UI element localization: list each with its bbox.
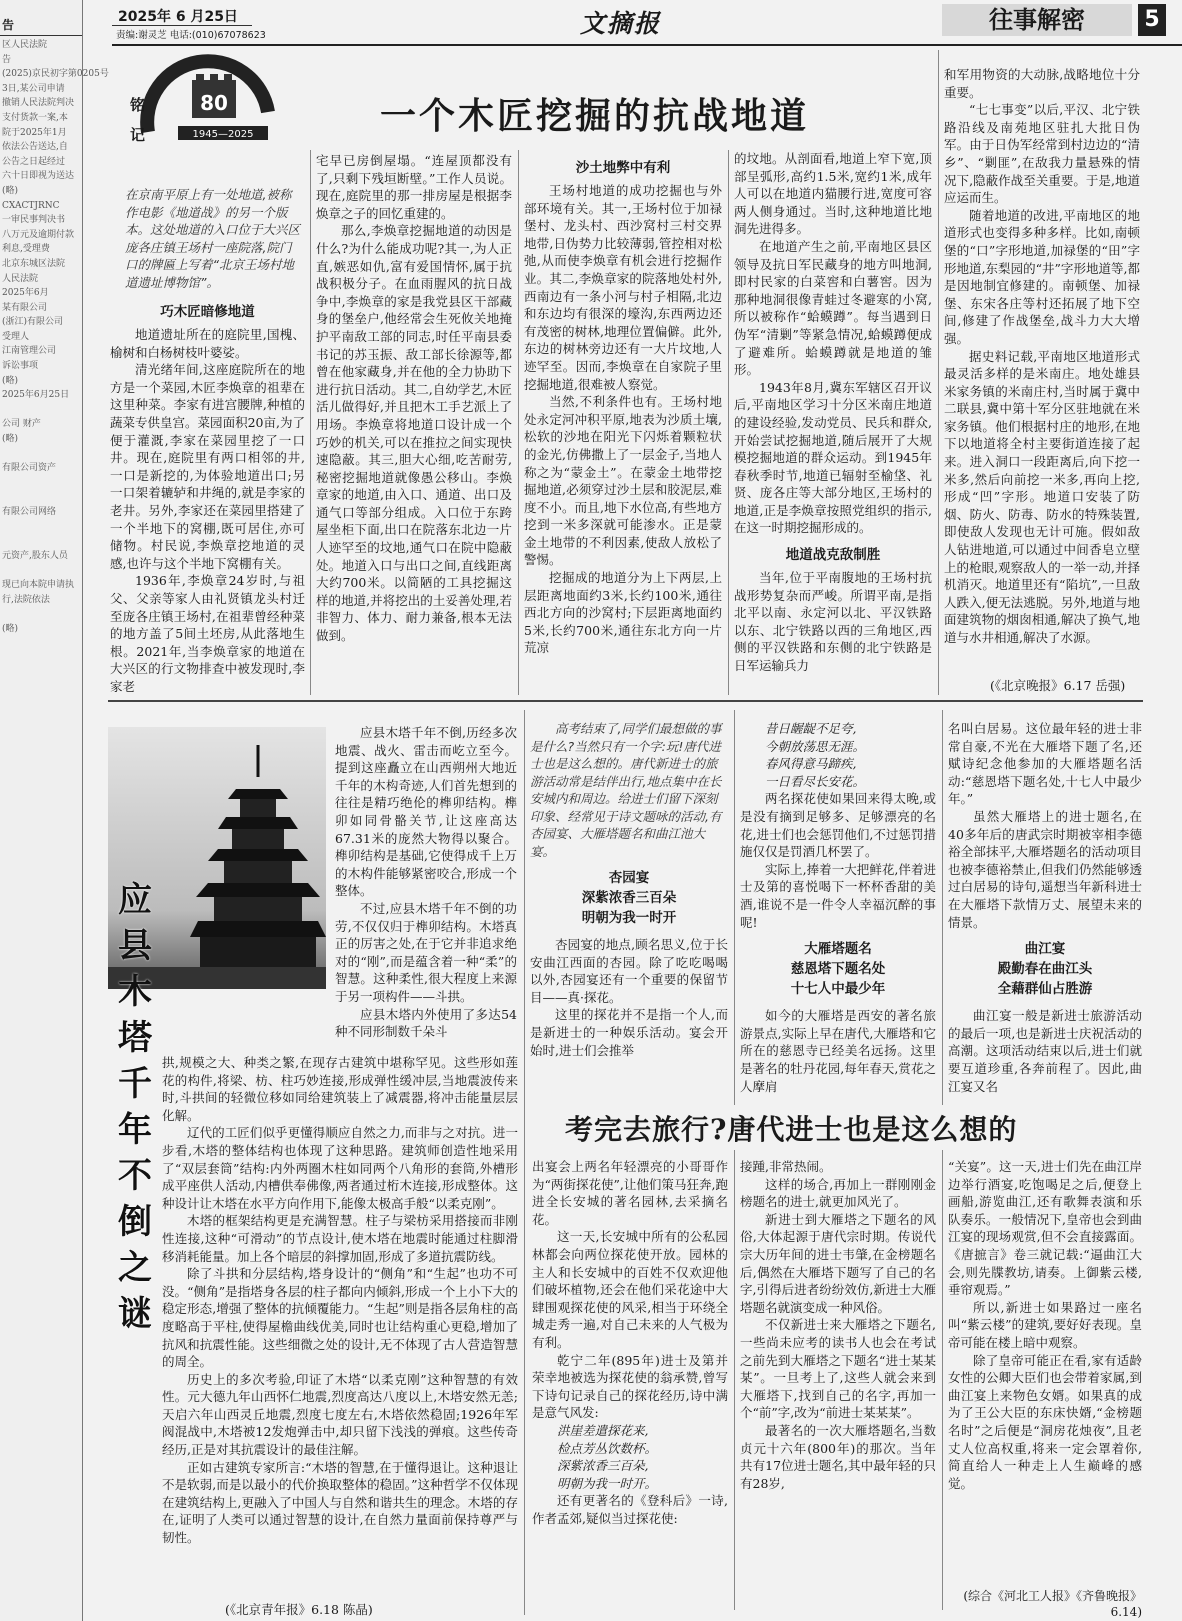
paragraph: 正如古建筑专家所言:“木塔的智慧,在于懂得退让。这种退让不是软弱,而是以最小的代价换取整体的稳固。”这种哲学不仅体现在建筑结构上,更融入了中国人与自然和谐共生的理念。木塔的存在,证明了人类可以通过智慧的设计,在自然力量面前保持尊严与韧性。	[162, 1459, 518, 1546]
poem-line: 春风得意马蹄疾,	[765, 756, 857, 772]
paragraph: 历史上的多次考验,印证了木塔“以柔克刚”这种智慧的有效性。元大德九年山西怀仁地震,烈度高达八度以上,木塔安然无恙;天启六年山西灵丘地震,烈度七度左右,木塔依然稳固;1926年军阀混战中,木塔被12发炮弹击中,却只留下浅浅的弹痕。这些传奇经历,正是对其抗震设计的最佳注解。	[162, 1371, 518, 1458]
adjacent-page-line: (略)	[2, 185, 19, 196]
paragraph: 那么,李焕章挖掘地道的动因是什么?为什么能成功呢?其一,为人正直,嫉恶如仇,富有爱国情怀,属于抗战积极分子。在血雨腥风的抗日战争中,李焕章的家是我党县区干部藏身的堡垒户,他经常会生死攸关地掩护平南敌工部的同志,时任平南县委书记的苏玉振、敌工部长徐源等,都曾在他家藏身,并在他的全力协助下进行抗日活动。其二,自幼学艺,木匠活儿做得好,并且把木工手艺派上了用场。李焕章将地道口设计成一个巧妙的机关,可以在推拉之间实现快速隐蔽。其三,胆大心细,吃苦耐劳,秘密挖掘地道就像愚公移山。李焕章家的地道,由入口、通道、出口及通气口等部分组成。入口位于东跨屋坐柜下面,出口在院落东北边一片人迹罕至的坟地,通气口在院中隐蔽处。地道入口与出口之间,直线距离大约700米。以简陋的工具挖掘这样的地道,并将挖出的土妥善处理,若非智力、体力、耐力兼备,根本无法做到。	[316, 223, 512, 644]
adjacent-page-line: 行,法院依法	[2, 594, 50, 605]
paragraph: 所以,新进士如果路过一座名叫“紫云楼”的建筑,要好好表现。皇帝可能在楼上暗中观察。	[948, 1299, 1142, 1350]
adjacent-page-line: 告	[2, 54, 12, 65]
adjacent-page-line: 现已向本院申请执	[2, 579, 75, 590]
vertical-title: 应县木塔千年不倒之谜	[118, 880, 152, 1334]
article1-subhead-2: 沙土地弊中有利	[575, 160, 671, 176]
poem-line: 明朝为我一时开。	[557, 1475, 658, 1491]
adjacent-page-line	[2, 447, 80, 462]
paragraph: 不仅新进士来大雁塔之下题名,一些尚未应考的读书人也会在考试之前先到大雁塔之下题名“进士某某某”。一旦考上了,这些人就会来到大雁塔下,找到自己的名字,再加一个“前”字,改为“前进士某某某”。	[740, 1317, 936, 1421]
paragraph: 除了斗拱和分层结构,塔身设计的“侧角”和“生起”也功不可没。“侧角”是指塔身各层的柱子都向内倾斜,形成一个上小下大的稳定形态,增强了整体的抗倾覆能力。“生起”则是指各层角柱的高度略高于平柱,使得屋檐曲线优美,同时也让结构重心更稳,增加了抗风和抗震性能。这些细微之处的设计,无不体现了古人营造智慧的周全。	[162, 1266, 518, 1370]
adjacent-page-text	[0, 36, 109, 682]
paragraph: 最著名的一次大雁塔题名,当数贞元十六年(800年)的那次。当年共有17位进士题名,其中最年轻的只有28岁,	[740, 1422, 936, 1491]
adjacent-page-line: 江南管理公司	[2, 346, 57, 357]
adjacent-page-line: 利息,受理费	[2, 244, 50, 255]
paragraph: 应县木塔内外使用了多达54种不同形制数千朵斗	[335, 1006, 517, 1040]
adjacent-page-line: 支付货款一案,本	[2, 112, 68, 123]
qujiang-banquet-heading: 曲江宴 殿勤春在曲江头 全藉群仙占胜游	[997, 941, 1093, 998]
apricot-garden-heading: 杏园宴 深紫浓香三百朵 明朝为我一时开	[581, 870, 677, 926]
adjacent-page-strip	[0, 0, 109, 1621]
adjacent-page-line	[2, 534, 80, 549]
paragraph: 宅早已房倒屋塌。“连屋顶都没有了,只剩下残垣断壁。”工作人员说。现在,庭院里的那一排房屋是根据李焕章之子的回忆重建的。	[316, 153, 512, 221]
masthead	[112, 4, 1182, 44]
paragraph: 的坟地。从剖面看,地道上窄下宽,顶部呈弧形,高约1.5米,宽约1米,成年人可以在地道内猫腰行进,宽度可容两人侧身通过。当时,这种地道比地洞先进得多。	[734, 151, 932, 237]
logo-number: 80	[200, 91, 228, 115]
adjacent-page-line: 院于2025年1月	[2, 127, 67, 138]
poem-line: 一日看尽长安花。	[765, 773, 866, 789]
adjacent-page-line: 北京东城区法院	[2, 258, 66, 269]
adjacent-page-line: 区人民法院	[2, 40, 48, 50]
article3-lede: 高考结束了,同学们最想做的事是什么?当然只有一个字:玩!唐代进士也是这么想的。唐代新进士的旅游活动常是结伴出行,地点集中在长安城内和周边。给进士们留下深刻印象、经常见于诗文题咏的活动,有杏园宴、大雁塔题名和曲江池大宴。	[530, 721, 722, 859]
article3-col3	[948, 720, 1142, 1105]
adjacent-page-line	[2, 490, 80, 505]
paragraph: 地道遗址所在的庭院里,国槐、榆树和白杨树枝叶婆娑。	[110, 327, 305, 360]
paragraph: 随着地道的改进,平南地区的地道形式也变得多种多样。比如,南顿堡的“口”字形地道,加禄堡的“田”字形地道,东梨园的“井”字形地道等,都是因地制宜修建的。南顿堡、加禄堡、东宋各庄等村还拓展了地下空间,修建了作战堡垒,战斗力大大增强。	[944, 207, 1140, 346]
article1-lede: 在京南平原上有一处地道,被称作电影《地道战》的另一个版本。这处地道的入口位于大兴区庞各庄镇王场村一座院落,院门口的牌匾上写着“北京王场村地道遗址博物馆”。	[125, 187, 301, 290]
logo-label: 铭记	[130, 96, 146, 144]
article2-source: (《北京青年报》6.18 陈晶)	[225, 1602, 373, 1617]
poem-wengchengzan	[532, 1422, 728, 1492]
paragraph: 乾宁二年(895年)进士及第并荣幸地被选为探花使的翁承赞,曾写下诗句记录自己的探花经历,诗中满是意气风发:	[532, 1352, 728, 1421]
paragraph: 实际上,捧着一大把鲜花,伴着进士及第的喜悦喝下一杯杯香甜的美酒,谁说不是一件令人幸福沉醉的事呢!	[740, 861, 936, 930]
paragraph: 虽然大雁塔上的进士题名,在40多年后的唐武宗时期被宰相李德裕全部抹平,大雁塔题名的活动项目也被李德裕禁止,但我们仍然能够透过白居易的诗句,遥想当年新科进士在大雁塔下款情万丈、展望未来的情景。	[948, 808, 1142, 930]
paragraph: 1943年8月,冀东军辖区召开议后,平南地区学习十分区米南庄地道的建设经验,发动党员、民兵和群众,开始尝试挖掘地道,随后展开了大规模挖掘地道的群众运动。到1945年春秋季时节,地道已辐射至榆垡、礼贤、庞各庄等大部分地区,王场村的地道,正是李焕章按照党组织的指示,在这一时期挖掘形成的。	[734, 379, 932, 536]
article1-col5	[944, 66, 1140, 676]
adjacent-page-line	[2, 607, 80, 622]
paragraph: 挖掘成的地道分为上下两层,上层距离地面约3米,长约100米,通往西北方向的沙窝村;下层距离地面约5米,长约700米,通往东北方向一片荒凉	[524, 570, 722, 656]
adjacent-page-line: 2025年6月25日	[2, 390, 70, 401]
paragraph: “七七事变”以后,平汉、北宁铁路沿线及南苑地区驻扎大批日伪军。由于日伪军经常到村边边的“清乡”、“剿匪”,在敌我力量悬殊的情况下,隐蔽作战至关重要。于是,地道应运而生。	[944, 102, 1140, 206]
poem-line: 检点芳丛饮数杯。	[557, 1440, 658, 1456]
section-title: 往事解密	[942, 4, 1132, 36]
adjacent-page-line	[2, 403, 80, 418]
section-divider	[108, 700, 1143, 702]
adjacent-page-line: (略)	[2, 375, 19, 386]
adjacent-page-line	[2, 476, 80, 491]
adjacent-page-line: CXACTJRNC	[2, 200, 60, 211]
adjacent-page-line: (略)	[2, 434, 19, 445]
adjacent-page-line: 六十日即视为送达	[2, 171, 75, 182]
paragraph: 据史料记载,平南地区地道形式最灵活多样的是米南庄。地处雄县米家务镇的米南庄村,当时属于冀中二联县,冀中第十军分区驻地就在米家务镇。他们根据村庄的地形,在地下以地道将全村主要街道连接了起来。进入洞口一段距离后,向下挖一米多,然后向前挖一米多,再向上挖,形成“凹”字形。地道口安装了防烟、防火、防毒、防水的特殊装置,即使敌人发现也无计可施。假如敌人钻进地道,可以通过中间香皂立壁上的枪眼,观察敌人的一举一动,并择机消灭。地道里还有“陷坑”,一旦敌人跌入,便无法逃脱。另外,地道与地面建筑物的烟囱相通,解决了换气,地道与水井相通,解决了水源。	[944, 348, 1140, 645]
article1-col2	[316, 152, 512, 694]
paragraph: 还有更著名的《登科后》一诗,作者孟郊,疑似当过探花使:	[532, 1493, 728, 1526]
poem-line: 深紫浓香三百朵,	[557, 1458, 649, 1474]
paragraph: 新进士到大雁塔之下题名的风俗,大体起源于唐代宗时期。传说代宗大历年间的进士韦肇,在金榜题名后,偶然在大雁塔下题写了自己的名字,引得后进者纷纷效仿,新进士大雁塔题名就演变成一种风俗。	[740, 1211, 936, 1315]
adjacent-page-line: 人民法院	[2, 273, 39, 284]
paragraph: 曲江宴一般是新进士旅游活动的最后一项,也是新进士庆祝活动的高潮。这项活动结束以后,进士们就要互道珍重,各奔前程了。因此,曲江宴又名	[948, 1008, 1142, 1094]
paragraph: 应县木塔千年不倒,历经多次地震、战火、雷击而屹立至今。提到这座矗立在山西朔州大地近千年的木构奇迹,人们首先想到的往往是精巧绝伦的榫卯结构。榫卯如同骨骼关节,让这座高达67.31米的庞然大物得以聚合。榫卯结构是基础,它使得成千上万的木构件能够紧密咬合,形成一个整体。	[335, 725, 517, 899]
paragraph: 当年,位于平南腹地的王场村抗战形势复杂而严峻。所谓平南,是指北平以南、永定河以北、平汉铁路以东、北宁铁路以西的三角地区,西侧的平汉铁路和东侧的北宁铁路是日军运输兵力	[734, 570, 932, 674]
poem-line: 昔日龌龊不足夸,	[765, 721, 857, 736]
article1-col4	[734, 150, 932, 694]
paragraph: 和军用物资的大动脉,战略地位十分重要。	[944, 67, 1140, 100]
paragraph: 木塔的框架结构更是充满智慧。柱子与梁枋采用搭接而非刚性连接,这种“可滑动”的节点设计,使木塔在地震时能通过柱脚滑移消耗能量。加上各个暗层的斜撑加固,形成了多道抗震防线。	[162, 1213, 518, 1264]
article1-subhead-1: 巧木匠暗修地道	[160, 304, 255, 320]
adjacent-page-line: 公告之日起经过	[2, 156, 66, 167]
paragraph: “关宴”。这一天,进士们先在曲江岸边举行酒宴,吃饱喝足之后,便登上画船,游览曲江,还有歌舞表演和乐队奏乐。一般情况下,皇帝也会到曲江宴的现场观赏,但不会直接露面。《唐摭言》卷三就记载:“逼曲江大会,则先牒教坊,请奏。上御紫云楼,垂帘观焉。”	[948, 1159, 1142, 1298]
article3-bottom-col2	[740, 1158, 936, 1613]
adjacent-page-header: 告	[0, 0, 82, 36]
poem-line: 今朝放荡思无涯。	[765, 738, 866, 754]
article2-body	[162, 1054, 518, 1594]
paragraph: 拱,规模之大、种类之繁,在现存古建筑中堪称罕见。这些形如莲花的构件,将梁、枋、柱巧妙连接,形成弹性缓冲层,当地震波传来时,斗拱间的轻微位移如同给建筑装上了减震器,将冲击能量层层化解。	[162, 1055, 518, 1123]
adjacent-page-line: (2025)京民初字第0205号	[2, 69, 109, 80]
adjacent-page-line: 依法公告送达,自	[2, 142, 68, 153]
adjacent-page-line: 有限公司网络	[2, 507, 57, 517]
masthead-rule	[112, 44, 1182, 46]
paragraph: 如今的大雁塔是西安的著名旅游景点,实际上早在唐代,大雁塔和它所在的慈恩寺已经美名远扬。这里是著名的牡丹花园,每年春天,赏花之人摩肩	[740, 1008, 936, 1094]
vertical-title-continuation	[118, 990, 158, 1280]
article1-col3	[524, 150, 722, 694]
adjacent-page-line: 受理人	[2, 331, 30, 342]
logo-years: 1945—2025	[192, 129, 254, 140]
paragraph: 两名探花使如果回来得太晚,或是没有摘到足够多、足够漂亮的名花,进士们也会惩罚他们,不过惩罚措施仅仅是罚酒几杯罢了。	[740, 791, 936, 860]
article1-title: 一个木匠挖掘的抗战地道	[380, 95, 810, 137]
paragraph: 这样的场合,再加上一群刚刚金榜题名的进士,就更加风光了。	[740, 1176, 936, 1210]
page-number: 5	[1138, 4, 1166, 36]
paragraph: 1936年,李焕章24岁时,与祖父、父亲等家人由礼贤镇龙头村迁至庞各庄镇王场村,在祖辈曾经种菜的地方盖了5间土坯房,从此落地生根。2021年,当李焕章家的地道在大兴区的行文物排查中被发现时,李家老	[110, 573, 305, 694]
article1-source: (《北京晚报》6.17 岳强)	[990, 678, 1126, 693]
article1-col1	[110, 294, 305, 694]
article3-col1	[530, 720, 728, 1115]
paragraph: 除了皇帝可能正在看,家有适龄女性的公卿大臣们也会带着家属,到曲江宴上来物色女婿。如果真的成为了王公大臣的东床快婿,“金榜题名时”之后便是“洞房花烛夜”,且老丈人位高权重,将来一定会罩着你,简直给人一种走上人生巅峰的感觉。	[948, 1352, 1142, 1491]
paragraph: 杏园宴的地点,顾名思义,位于长安曲江西面的杏园。除了吃吃喝喝以外,杏园宴还有一个重要的保留节目——真·探花。	[530, 937, 728, 1005]
paragraph: 出宴会上两名年轻漂亮的小哥哥作为“两街探花使”,让他们策马狂奔,跑进全长安城的著名园林,去采摘名花。	[532, 1159, 728, 1227]
paragraph: 辽代的工匠们似乎更懂得顺应自然之力,而非与之对抗。进一步看,木塔的整体结构也体现了这种思路。建筑师创造性地采用了“双层套筒”结构:内外两圈木柱如同两个八角形的套筒,外槽形成平座供人活动,内槽供奉佛像,两者通过桁木连接,形成整体。这种设计让木塔在水平方向作用下,能像太极高手般“以柔克刚”。	[162, 1125, 518, 1211]
editor-info: 责编:谢灵芝 电话:(010)67078623	[116, 30, 266, 41]
paragraph: 这里的探花并不是指一个人,而是新进士的一种娱乐活动。宴会开始时,进士们会推举	[530, 1007, 728, 1058]
paragraph: 名叫白居易。这位最年轻的进士非常自豪,不光在大雁塔下题了名,还赋诗纪念他参加的大雁塔题名活动:“慈恩塔下题名处,十七人中最少年。”	[948, 721, 1142, 807]
adjacent-page-line: 诉讼事项	[2, 361, 39, 372]
paragraph: 在地道产生之前,平南地区县区领导及抗日军民藏身的地方叫地洞,即村民家的白菜窖和白薯窖。因为那种地洞很像青蛙过冬避寒的小窝,所以被称作“蛤蟆蹲”。每当遇到日伪军“清剿”等紧急情况,蛤蟆蹲便成了避难所。蛤蟆蹲就是地道的雏形。	[734, 238, 932, 378]
poem-dengkehou	[740, 720, 936, 790]
adjacent-page-line	[2, 563, 80, 578]
article3-title: 考完去旅行?唐代进士也是这么想的	[565, 1113, 1018, 1146]
adjacent-page-line: 撤销人民法院判决	[2, 98, 75, 109]
paragraph: 接踵,非常热闹。	[740, 1159, 832, 1174]
remembrance-logo	[118, 62, 278, 154]
issue-date: 2025年 6 月25日	[118, 9, 238, 25]
paragraph: 王场村地道的成功挖掘也与外部环境有关。其一,王场村位于加禄堡村、龙头村、西沙窝村三村交界地带,日伪势力比较薄弱,管控相对松弛,从而使李焕章有机会进行挖掘作业。其二,李焕章家的院落地处村外,西南边有一条小河与村子相隔,北边和东边均有很深的壕沟,东西两边还有茂密的树林,地理位置偏僻。此外,东边的树林旁边还有一大片坟地,人迹罕至。因而,李焕章在自家院子里挖掘地道,很难被人察觉。	[524, 183, 722, 392]
big-wild-goose-pagoda-heading: 大雁塔题名 慈恩塔下题名处 十七人中最少年	[790, 941, 886, 998]
paragraph: 当然,不利条件也有。王场村地处永定河冲积平原,地表为沙质土壤,松软的沙地在阳光下闪烁着颗粒状的金光,仿佛撒上了一层金子,当地人称之为“蒙金土”。在蒙金土地带挖掘地道,必须穿过沙土层和胶泥层,难度不小。而且,地下水位高,有些地方挖到一米多深就可能渗水。正是蒙金土地带的不利因素,使敌人放松了警惕。	[524, 394, 722, 568]
article3-bottom-col1	[532, 1158, 728, 1608]
adjacent-page-line: 有限公司资产	[2, 463, 57, 474]
adjacent-page-line: 某有限公司	[2, 302, 48, 313]
adjacent-page-line	[2, 651, 80, 666]
adjacent-page-line: 一审民事判决书	[2, 215, 66, 226]
adjacent-page-line	[2, 520, 80, 535]
paragraph: 清光绪年间,这座庭院所在的地方是一个菜园,木匠李焕章的祖辈在这里种菜。李家有进宫腰牌,种植的蔬菜专供皇宫。菜园面积20亩,为了便于灌溉,李家在菜园里挖了一口井。现在,庭院里有两口相邻的井,一口是新挖的,为体验地道出口;另一口架着辘轳和井绳的,就是李家的老井。另外,李家还在菜园里搭建了一个半地下的窝棚,既可居住,亦可储物。村民说,李焕章挖地道的灵感,也许与这个半地下窝棚有关。	[110, 362, 305, 571]
adjacent-page-line: (浙江)有限公司	[2, 317, 64, 328]
article1-subhead-3: 地道战克敌制胜	[785, 547, 881, 564]
adjacent-page-line: 元资产,股东人员	[2, 550, 68, 561]
adjacent-page-line: 公司 财产	[2, 419, 41, 430]
paragraph: 这一天,长安城中所有的公私园林都会向两位探花使开放。园林的主人和长安城中的百姓不仅欢迎他们破坏植物,还会在他们采花途中大肆围观探花使的风采,相当于环绕全城走秀一遍,对自己未来的人气极为有利。	[532, 1229, 728, 1350]
adjacent-page-line: 3日,某公司申请	[2, 83, 65, 94]
adjacent-page-line	[2, 636, 80, 651]
article3-bottom-col3	[948, 1158, 1142, 1586]
article2-top-col	[335, 724, 517, 1052]
paper-logo: 文摘报	[580, 9, 662, 38]
adjacent-page-line: 八万元及逾期付款	[2, 229, 75, 240]
poem-line: 洪崖差遣探花来,	[557, 1422, 649, 1438]
adjacent-page-line: 2025年6月	[2, 288, 49, 299]
paragraph: 不过,应县木塔千年不倒的功劳,不仅仅归于榫卯结构。木塔真正的厉害之处,在于它并非追求绝对的“刚”,而是蕴含着一种“柔”的智慧。这种柔性,很大程度上来源于另一项构件——斗拱。	[335, 900, 517, 1004]
adjacent-page-line	[2, 666, 80, 681]
article3-source: (综合《河北工人报》《齐鲁晚报》6.14)	[963, 1589, 1142, 1619]
adjacent-page-line: (略)	[2, 623, 19, 634]
article3-col2	[740, 720, 936, 1105]
pagoda-photo	[108, 727, 326, 1334]
